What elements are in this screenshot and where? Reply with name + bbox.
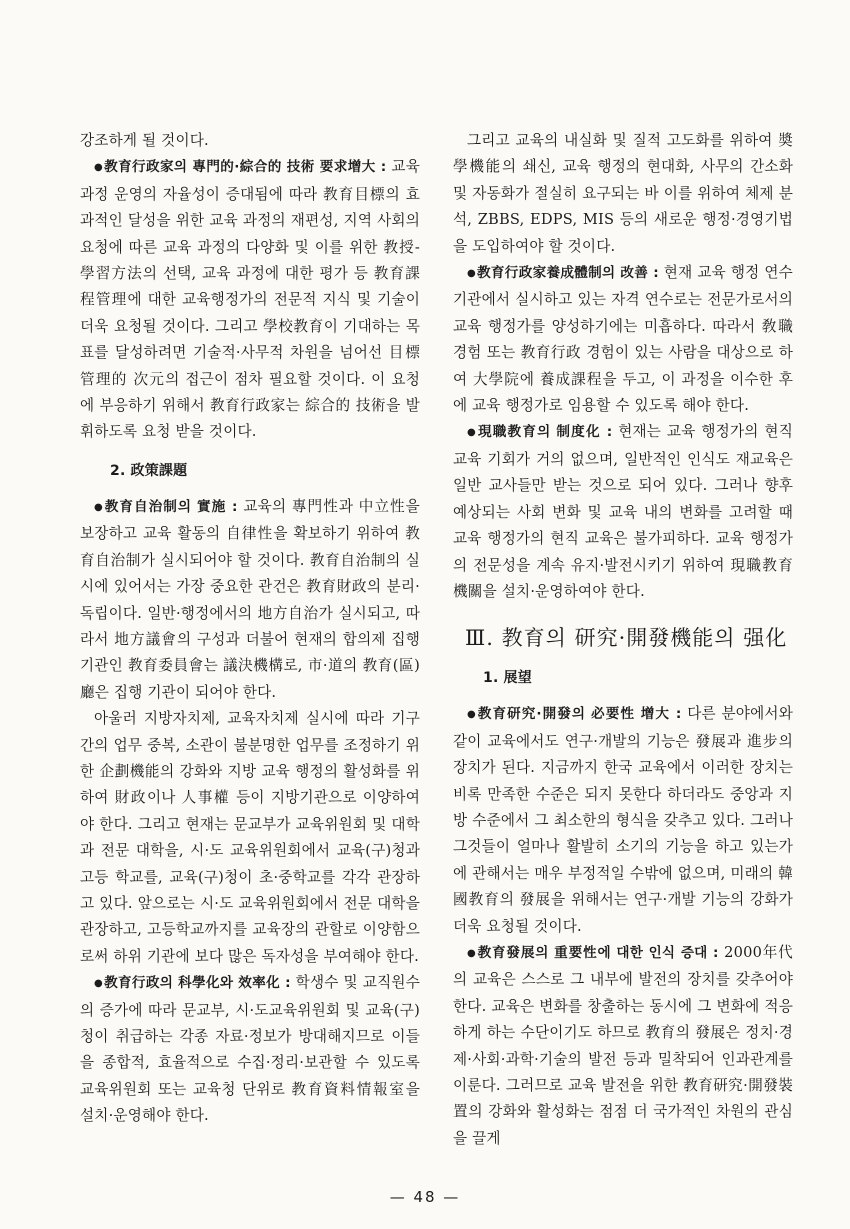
paragraph (453, 940, 793, 1152)
paragraph: 그리고 교육의 내실화 및 질적 고도화를 위하여 奬學機能의 쇄신, 교육 행정의 현대화, 사무의 간소화 및 자동화가 절실히 요구되는 바 이를 위하여 체제 분석, ZBBS, EDPS, MIS 등의 새로운 행정·경영기법을 도입하여야 할 것이다. (453, 132, 793, 255)
bullet-icon: ● (94, 162, 104, 174)
paragraph-body: 교육의 專門性과 中立性을 보장하고 교육 활동의 自律性을 확보하기 위하여 教育自治制가 실시되어야 할 것이다. 教育自治制의 실시에 있어서는 가장 중요한 관건은 教育財政의 분리·독립이다. 일반·행정에서의 地方自治가 실시되고, 따라서 地方議會의 구성과 더불어 현재의 합의제 집행 기관인 教育委員會는 議決機構로, 市·道의 教育(區)廳은 집행 기관이 되어야 한다. (80, 497, 420, 701)
paragraph-heading: 教育研究·開發의 必要性 增大 : (477, 706, 682, 723)
bullet-icon: ● (467, 709, 477, 721)
chapter-heading: Ⅲ. 教育의 研究·開發機能의 强化 (465, 626, 788, 651)
paragraph (453, 701, 793, 940)
bullet-icon: ● (94, 978, 104, 990)
paragraph-heading: 教育行政의 科學化와 效率化 : (104, 975, 291, 992)
paragraph-body: 2000年代의 교육은 스스로 그 내부에 발전의 장치를 갖추어야 한다. 교육은 변화를 창출하는 동시에 그 변화에 적응하게 하는 수단이기도 하므로 教育의 發展은 정치·경제·사회·과학·기술의 발전 등과 밀착되어 인과관계를 이룬다. 그러므로 교육 발전을 위한 教育研究·開發裝置의 강화와 활성화는 점점 더 국가적인 차원의 관심을 끌게 (453, 943, 793, 1147)
paragraph (80, 154, 420, 445)
paragraph: 강조하게 될 것이다. (80, 132, 209, 149)
paragraph (80, 494, 420, 706)
paragraph: 아울러 지방자치제, 교육자치제 실시에 따라 기구간의 업무 중복, 소관이 불분명한 업무를 조정하기 위한 企劃機能의 강화와 지방 교육 행정의 활성화를 위하여 財政이나 人事權 등이 지방기관으로 이양하여야 한다. 그리고 현재는 문교부가 교육위원회 및 대학과 전문 대학을, 시·도 교육위원회에서 교육(구)청과 고등 학교를, 교육(구)청이 초·중학교를 각각 관장하고 있다. 앞으로는 시·도 교육위원회에서 전문 대학을 관장하고, 고등학교까지를 교육장의 관할로 이양함으로써 하위 기관에 보다 많은 독자성을 부여해야 한다. (80, 710, 420, 965)
paragraph (453, 419, 793, 605)
right-column (453, 128, 793, 1152)
paragraph-body: 교육 과정 운영의 자율성이 증대됨에 따라 教育目標의 효과적인 달성을 위한 교육 과정의 재편성, 지역 사회의 요청에 따른 교육 과정의 다양화 및 이를 위한 教授-學習方法의 선택, 교육 과정에 대한 평가 등 教育課程管理에 대한 교육행정가의 전문적 지식 및 기술이 더욱 요청될 것이다. 그리고 學校教育이 기대하는 목표를 달성하려면 기술적·사무적 차원을 넘어선 目標管理的 次元의 접근이 점차 필요할 것이다. 이 요청에 부응하기 위해서 教育行政家는 綜合的 技術을 발휘하도록 요청 받을 것이다. (80, 158, 420, 441)
section-heading: 2. 政策課題 (110, 462, 188, 479)
bullet-icon: ● (467, 947, 477, 959)
paragraph-body: 다른 분야에서와 같이 교육에서도 연구·개발의 기능은 發展과 進步의 장치가 된다. 지금까지 한국 교육에서 이러한 장치는 비록 만족한 수준은 되지 못한다 하더라도 중앙과 지방 수준에서 그 최소한의 형식을 갖추고 있다. 그러나 그것들이 얼마나 활발히 소기의 기능을 하고 있는가에 관해서는 매우 부정적일 수밖에 없으며, 미래의 韓國教育의 發展을 위해서는 연구·개발 기능의 강화가 더욱 요청될 것이다. (453, 705, 793, 935)
bullet-icon: ● (94, 501, 104, 513)
page-number: — 48 — (389, 1188, 461, 1206)
paragraph (80, 970, 420, 1129)
paragraph-body: 현재는 교육 행정가의 현직 교육 기회가 거의 없으며, 일반적인 인식도 재교육은 일반 교사들만 받는 것으로 되어 있다. 그러나 향후 예상되는 사회 변화 및 교육 내의 변화를 고려할 때 교육 행정가의 현직 교육은 불가피하다. 교육 행정가의 전문성을 계속 유지·발전시키기 위하여 現職教育機關을 설치·운영하여야 한다. (453, 423, 793, 600)
section-heading: 1. 展望 (483, 670, 532, 687)
paragraph-heading: 教育行政家의 專門的·綜合的 技術 要求增大 : (104, 159, 387, 176)
paragraph-heading: 教育發展의 重要性에 대한 인식 증대 : (477, 944, 719, 961)
paragraph-heading: 現職教育의 制度化 : (477, 424, 613, 441)
left-column (80, 128, 420, 1130)
paragraph-heading: 教育自治制의 實施 : (104, 498, 238, 515)
paragraph-body: 현재 교육 행정 연수 기관에서 실시하고 있는 자격 연수로는 전문가로서의 교육 행정가를 양성하기에는 미흡하다. 따라서 敎職 경험 또는 教育行政 경험이 있는 사람을 대상으로 하여 大學院에 養成課程을 두고, 이 과정을 이수한 후에 교육 행정가로 임용할 수 있도록 해야 한다. (453, 264, 793, 415)
paragraph-body: 학생수 및 교직원수의 증가에 따라 문교부, 시·도교육위원회 및 교육(구)청이 취급하는 각종 자료·정보가 방대해지므로 이들을 종합적, 효율적으로 수집·정리·보관할 수 있도록 교육위원회 또는 교육청 단위로 教育資料情報室을 설치·운영해야 한다. (80, 974, 420, 1125)
paragraph (453, 260, 793, 419)
paragraph-heading: 教育行政家養成體制의 改善 : (477, 265, 659, 282)
bullet-icon: ● (467, 268, 477, 280)
bullet-icon: ● (467, 427, 477, 439)
